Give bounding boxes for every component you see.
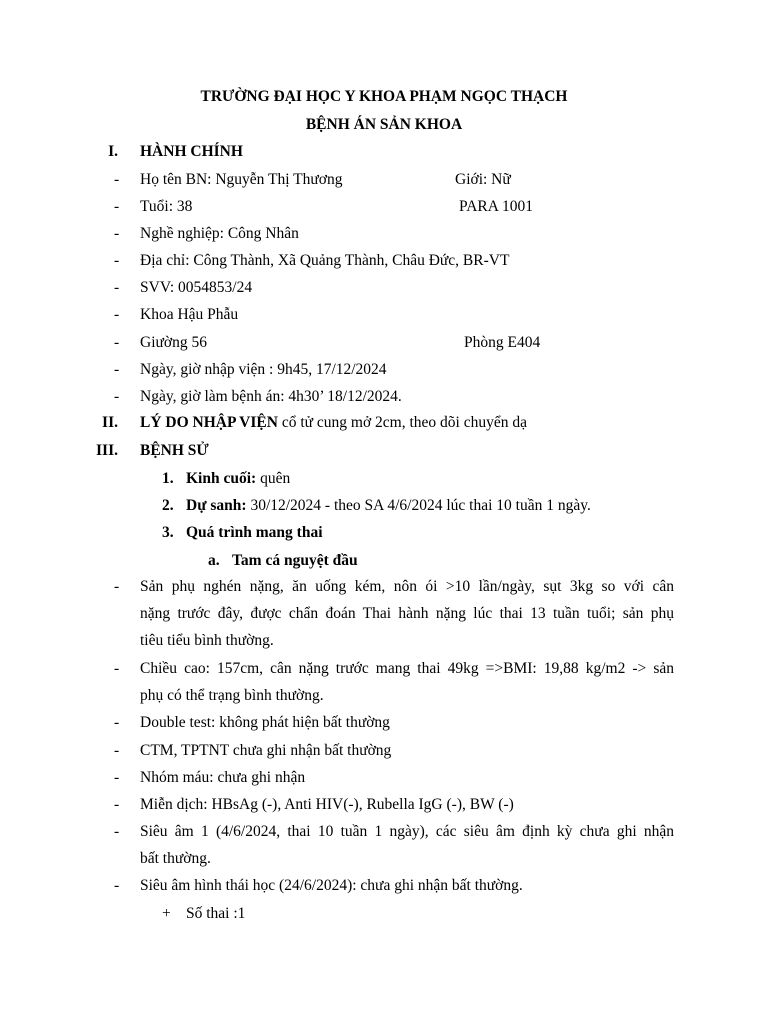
item-2-label: Dự sanh: — [186, 497, 247, 514]
bullet-dash: - — [114, 796, 120, 813]
admission-reason — [140, 413, 527, 433]
school-name: TRƯỜNG ĐẠI HỌC Y KHOA PHẠM NGỌC THẠCH — [200, 88, 568, 105]
patient-bed: Giường 56 — [140, 334, 207, 351]
item-3-number: 3. — [162, 524, 174, 541]
last-period — [186, 469, 290, 489]
sub-a-label: Tam cá nguyệt đầu — [232, 552, 358, 569]
admit-time: Ngày, giờ nhập viện : 9h45, 17/12/2024 — [140, 361, 387, 378]
item-1-value: quên — [256, 470, 291, 487]
bullet-plus: + — [162, 905, 171, 922]
ultrasound-1-line-2: bất thường. — [140, 850, 211, 867]
patient-room: Phòng E404 — [464, 334, 541, 351]
patient-job: Nghề nghiệp: Công Nhân — [140, 225, 299, 242]
due-date — [186, 496, 591, 516]
immunology: Miễn dịch: HBsAg (-), Anti HIV(-), Rubella IgG (-), BW (-) — [140, 796, 514, 813]
para-2-line-2: phụ có thể trạng bình thường. — [140, 687, 324, 704]
bullet-dash: - — [114, 171, 120, 188]
bullet-dash: - — [114, 578, 120, 595]
sub-a-letter: a. — [208, 552, 220, 569]
bullet-dash: - — [114, 198, 120, 215]
item-1-number: 1. — [162, 470, 174, 487]
patient-gender: Giới: Nữ — [455, 171, 511, 188]
bullet-dash: - — [114, 823, 120, 840]
para-1-line-1: Sản phụ nghén nặng, ăn uống kém, nôn ói >10 lần/ngày, sụt 3kg so với cân — [140, 578, 674, 595]
section-3-numeral: III. — [96, 442, 118, 459]
bullet-dash: - — [114, 361, 120, 378]
bullet-dash: - — [114, 279, 120, 296]
bullet-dash: - — [114, 714, 120, 731]
bullet-dash: - — [114, 334, 120, 351]
section-1-numeral: I. — [108, 143, 118, 160]
double-test: Double test: không phát hiện bất thường — [140, 714, 390, 731]
bullet-dash: - — [114, 742, 120, 759]
section-3-title: BỆNH SỬ — [140, 442, 209, 459]
blood-group: Nhóm máu: chưa ghi nhận — [140, 769, 306, 786]
admission-reason-text: cổ tử cung mở 2cm, theo dõi chuyển dạ — [277, 414, 527, 431]
fetus-count: Số thai :1 — [186, 905, 246, 922]
para-2-line-1: Chiều cao: 157cm, cân nặng trước mang thai 49kg =>BMI: 19,88 kg/m2 -> sản — [140, 660, 674, 677]
item-1-label: Kinh cuối: — [186, 470, 257, 487]
bullet-dash: - — [114, 388, 120, 405]
bullet-dash: - — [114, 660, 120, 677]
bullet-dash: - — [114, 306, 120, 323]
record-time: Ngày, giờ làm bệnh án: 4h30’ 18/12/2024. — [140, 388, 402, 405]
bullet-dash: - — [114, 877, 120, 894]
para-1-line-3: tiêu tiểu bình thường. — [140, 632, 274, 649]
patient-age: Tuổi: 38 — [140, 198, 193, 215]
ultrasound-1-line-1: Siêu âm 1 (4/6/2024, thai 10 tuần 1 ngày), các siêu âm định kỳ chưa ghi nhận — [140, 823, 674, 840]
bullet-dash: - — [114, 252, 120, 269]
bullet-dash: - — [114, 225, 120, 242]
bullet-dash: - — [114, 769, 120, 786]
item-3-label: Quá trình mang thai — [186, 524, 323, 541]
section-2-numeral: II. — [102, 414, 118, 431]
patient-address: Địa chỉ: Công Thành, Xã Quảng Thành, Châu Đức, BR-VT — [140, 252, 510, 269]
document-title: BỆNH ÁN SẢN KHOA — [305, 116, 463, 133]
item-2-number: 2. — [162, 497, 174, 514]
morphology-ultrasound: Siêu âm hình thái học (24/6/2024): chưa ghi nhận bất thường. — [140, 877, 523, 894]
patient-para: PARA 1001 — [459, 198, 533, 215]
ctm-tptnt: CTM, TPTNT chưa ghi nhận bất thường — [140, 742, 392, 759]
section-2-title: LÝ DO NHẬP VIỆN — [140, 414, 278, 431]
patient-svv: SVV: 0054853/24 — [140, 279, 253, 296]
item-2-value: 30/12/2024 - theo SA 4/6/2024 lúc thai 10 tuần 1 ngày. — [246, 497, 591, 514]
patient-dept: Khoa Hậu Phẫu — [140, 306, 239, 323]
patient-name: Họ tên BN: Nguyễn Thị Thương — [140, 171, 343, 188]
section-1-title: HÀNH CHÍNH — [140, 143, 243, 160]
para-1-line-2: nặng trước đây, được chẩn đoán Thai hành nặng lúc thai 13 tuần tuổi; sản phụ — [140, 605, 674, 622]
